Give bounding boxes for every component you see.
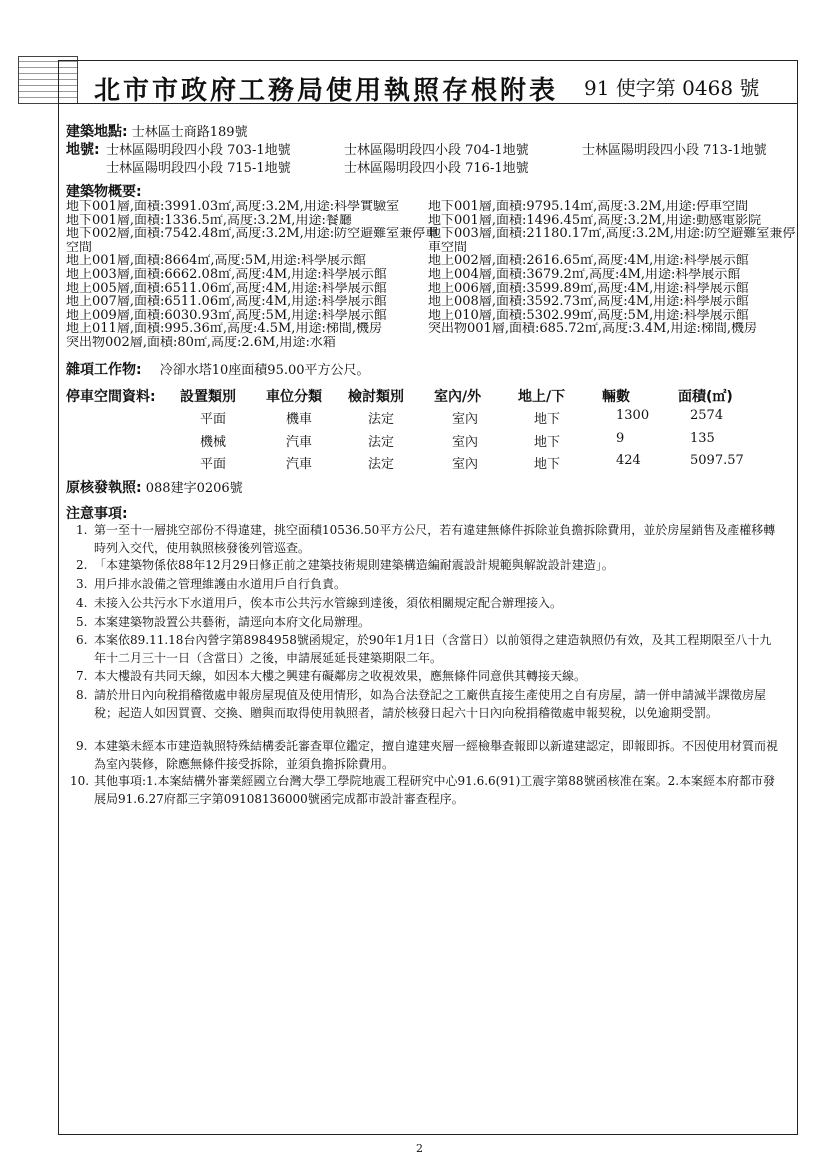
parking-cell: 室內 xyxy=(452,435,479,450)
floor-entry: 地上008層,面積:3592.73㎡,高度:4M,用途:科學展示館 xyxy=(428,295,749,309)
note-number: 7. xyxy=(76,669,88,683)
floor-entry: 地下001層,面積:1496.45㎡,高度:3.2M,用途:動感電影院 xyxy=(428,213,762,228)
parking-cell: 平面 xyxy=(200,412,227,427)
floor-entry: 空間 xyxy=(66,240,93,255)
note-number: 10. xyxy=(70,774,90,788)
note-number: 4. xyxy=(76,596,88,610)
note-text: 本案建築物設置公共藝術，請逕向本府文化局辦理。 xyxy=(94,615,371,629)
parking-col-header: 輛數 xyxy=(602,389,630,405)
misc-value: 冷卻水塔10座面積95.00平方公尺。 xyxy=(159,363,370,378)
misc-line xyxy=(66,364,370,378)
note-text: 本大樓設有共同天線，如因本大樓之興建有礙鄰房之收視效果，應無條件同意供其轉接天線。 xyxy=(94,669,587,683)
floor-entry: 地上009層,面積:6030.93㎡,高度:5M,用途:科學展示館 xyxy=(66,308,387,323)
note-number: 6. xyxy=(76,633,88,647)
note-text: 本建築未經本市建造執照特殊結構委託審查單位鑑定，擅自違建夾層一經檢舉查報即以新違建認定，即報即拆。不因使用材質而視為室內裝修，除應無條件接受拆除，並須負擔拆除費用。 xyxy=(94,739,779,771)
floor-entry: 地上003層,面積:6662.08㎡,高度:4M,用途:科學展示館 xyxy=(66,267,387,282)
note-text: 本案依89.11.18台內營字第8984958號函規定，於90年1月1日（含當日）以前領得之建造執照仍有效，及其工程期限至八十九年十二月三十一日（含當日）之後，申請展延延長建築期限二年。 xyxy=(94,633,772,665)
parking-cell: 法定 xyxy=(368,412,395,427)
note-number: 8. xyxy=(76,688,88,702)
misc-label: 雜項工作物: xyxy=(66,362,142,378)
lot-item: 士林區陽明段四小段 704-1地號 xyxy=(344,143,529,158)
notes-label: 注意事項: xyxy=(66,506,128,522)
parking-col-header: 室內/外 xyxy=(434,389,482,405)
floor-entry: 地上001層,面積:8664㎡,高度:5M,用途:科學展示館 xyxy=(66,254,367,268)
floor-entry: 地上005層,面積:6511.06㎡,高度:4M,用途:科學展示館 xyxy=(66,281,387,296)
lot-item: 士林區陽明段四小段 713-1地號 xyxy=(582,143,767,158)
parking-cell: 機械 xyxy=(200,435,227,450)
parking-col-header: 地上/下 xyxy=(518,389,566,405)
parking-label: 停車空間資料: xyxy=(66,389,156,405)
parking-cell: 地下 xyxy=(534,412,561,427)
original-permit-line xyxy=(66,482,243,496)
parking-cell: 5097.57 xyxy=(690,453,744,468)
note-number: 9. xyxy=(76,739,88,753)
note-number: 3. xyxy=(76,577,88,591)
parking-cell: 424 xyxy=(616,453,641,468)
document-title: 北市市政府工務局使用執照存根附表 xyxy=(94,76,559,106)
note-number: 1. xyxy=(76,523,88,537)
note-text: 請於卅日內向稅捐稽徵處申報房屋現值及使用情形，如為合法登記之工廠供直接生產使用之自有房屋，請一併申請減半課徵房屋稅；起造人如因買賣、交換、贈與而取得使用執照者，請於核發日起六十日內向稅捐稽徵處申報契稅，以免逾期受罰。 xyxy=(94,688,767,720)
floor-entry: 地上004層,面積:3679.2㎡,高度:4M,用途:科學展示館 xyxy=(428,267,741,282)
floor-entry: 地上007層,面積:6511.06㎡,高度:4M,用途:科學展示館 xyxy=(66,295,387,309)
note-text: 其他事項:1.本案結構外審業經國立台灣大學工學院地震工程研究中心91.6.6(91)工震字第88號函核准在案。2.本案經本府都市發展局91.6.27府都三字第09108136000號函完成都市設計審查程序。 xyxy=(94,774,776,806)
parking-cell: 法定 xyxy=(368,435,395,450)
floor-entry: 地上011層,面積:995.36㎡,高度:4.5M,用途:梯間,機房 xyxy=(66,322,382,336)
page-number: 2 xyxy=(416,1142,423,1155)
note-number: 5. xyxy=(76,615,88,629)
overview-right-list xyxy=(428,200,795,336)
location-value: 士林區士商路189號 xyxy=(131,125,248,140)
parking-cell: 地下 xyxy=(534,457,561,472)
note-text: 用戶排水設備之管理維護由水道用戶自行負責。 xyxy=(94,577,347,591)
parking-col-header: 面積(㎡) xyxy=(678,389,733,405)
floor-entry: 地上010層,面積:5302.99㎡,高度:5M,用途:科學展示館 xyxy=(428,308,749,323)
parking-cell: 1300 xyxy=(616,408,650,423)
parking-cell: 2574 xyxy=(690,408,724,423)
original-permit-label: 原核發執照: xyxy=(66,480,142,496)
floor-entry: 地下001層,面積:1336.5㎡,高度:3.2M,用途:餐廳 xyxy=(66,213,352,228)
parking-col-header: 車位分類 xyxy=(266,389,322,405)
parking-cell: 室內 xyxy=(452,412,479,427)
parking-cell: 機車 xyxy=(286,412,313,427)
lot-item: 士林區陽明段四小段 716-1地號 xyxy=(344,161,529,176)
floor-entry: 地上002層,面積:2616.65㎡,高度:4M,用途:科學展示館 xyxy=(428,254,749,268)
parking-cell: 9 xyxy=(616,431,625,446)
title-row xyxy=(58,64,798,104)
parking-cell: 室內 xyxy=(452,457,479,472)
floor-entry: 地下003層,面積:21180.17㎡,高度:3.2M,用途:防空避難室兼停 xyxy=(428,227,796,241)
lot-item: 士林區陽明段四小段 715-1地號 xyxy=(106,161,291,176)
floor-entry: 車空間 xyxy=(428,240,468,255)
floor-entry: 地下002層,面積:7542.48㎡,高度:3.2M,用途:防空避難室兼停車 xyxy=(66,227,439,241)
location-line xyxy=(66,126,248,140)
parking-cell: 地下 xyxy=(534,435,561,450)
note-text: 「本建築物係依88年12月29日修正前之建築技術規則建築構造編耐震設計規範與解說設計建造」。 xyxy=(94,558,614,572)
note-number: 2. xyxy=(76,558,88,572)
lots-label: 地號: xyxy=(66,142,100,158)
floor-entry: 突出物001層,面積:685.72㎡,高度:3.4M,用途:梯間,機房 xyxy=(428,322,757,336)
note-text: 第一至十一層挑空部份不得違建，挑空面積10536.50平方公尺，若有違建無條件拆除並負擔拆除費用，並於房屋銷售及產權移轉時列入交代，使用執照核發後列管巡查。 xyxy=(94,523,776,555)
overview-label: 建築物概要: xyxy=(66,184,142,200)
floor-entry: 地下001層,面積:9795.14㎡,高度:3.2M,用途:停車空間 xyxy=(428,200,749,214)
parking-cell: 汽車 xyxy=(286,435,313,450)
floor-entry: 突出物002層,面積:80㎡,高度:2.6M,用途:水箱 xyxy=(66,335,336,350)
floor-entry: 地下001層,面積:3991.03㎡,高度:3.2M,用途:科學實驗室 xyxy=(66,200,400,214)
floor-entry: 地上006層,面積:3599.89㎡,高度:4M,用途:科學展示館 xyxy=(428,281,749,296)
parking-cell: 法定 xyxy=(368,457,395,472)
parking-cell: 平面 xyxy=(200,457,227,472)
permit-number: 91 使字第 0468 號 xyxy=(584,76,760,100)
note-text: 未接入公共污水下水道用戶，俟本市公共污水管線到達後，須依相關規定配合辦理接入。 xyxy=(94,596,563,610)
original-permit-value: 088建字0206號 xyxy=(145,481,243,496)
parking-cell: 汽車 xyxy=(286,457,313,472)
parking-col-header: 設置類別 xyxy=(180,389,236,405)
lot-item: 士林區陽明段四小段 703-1地號 xyxy=(106,143,291,158)
parking-cell: 135 xyxy=(690,431,715,446)
overview-left-list xyxy=(66,200,438,350)
location-label: 建築地點: xyxy=(66,124,128,140)
parking-col-header: 檢討類別 xyxy=(348,389,404,405)
